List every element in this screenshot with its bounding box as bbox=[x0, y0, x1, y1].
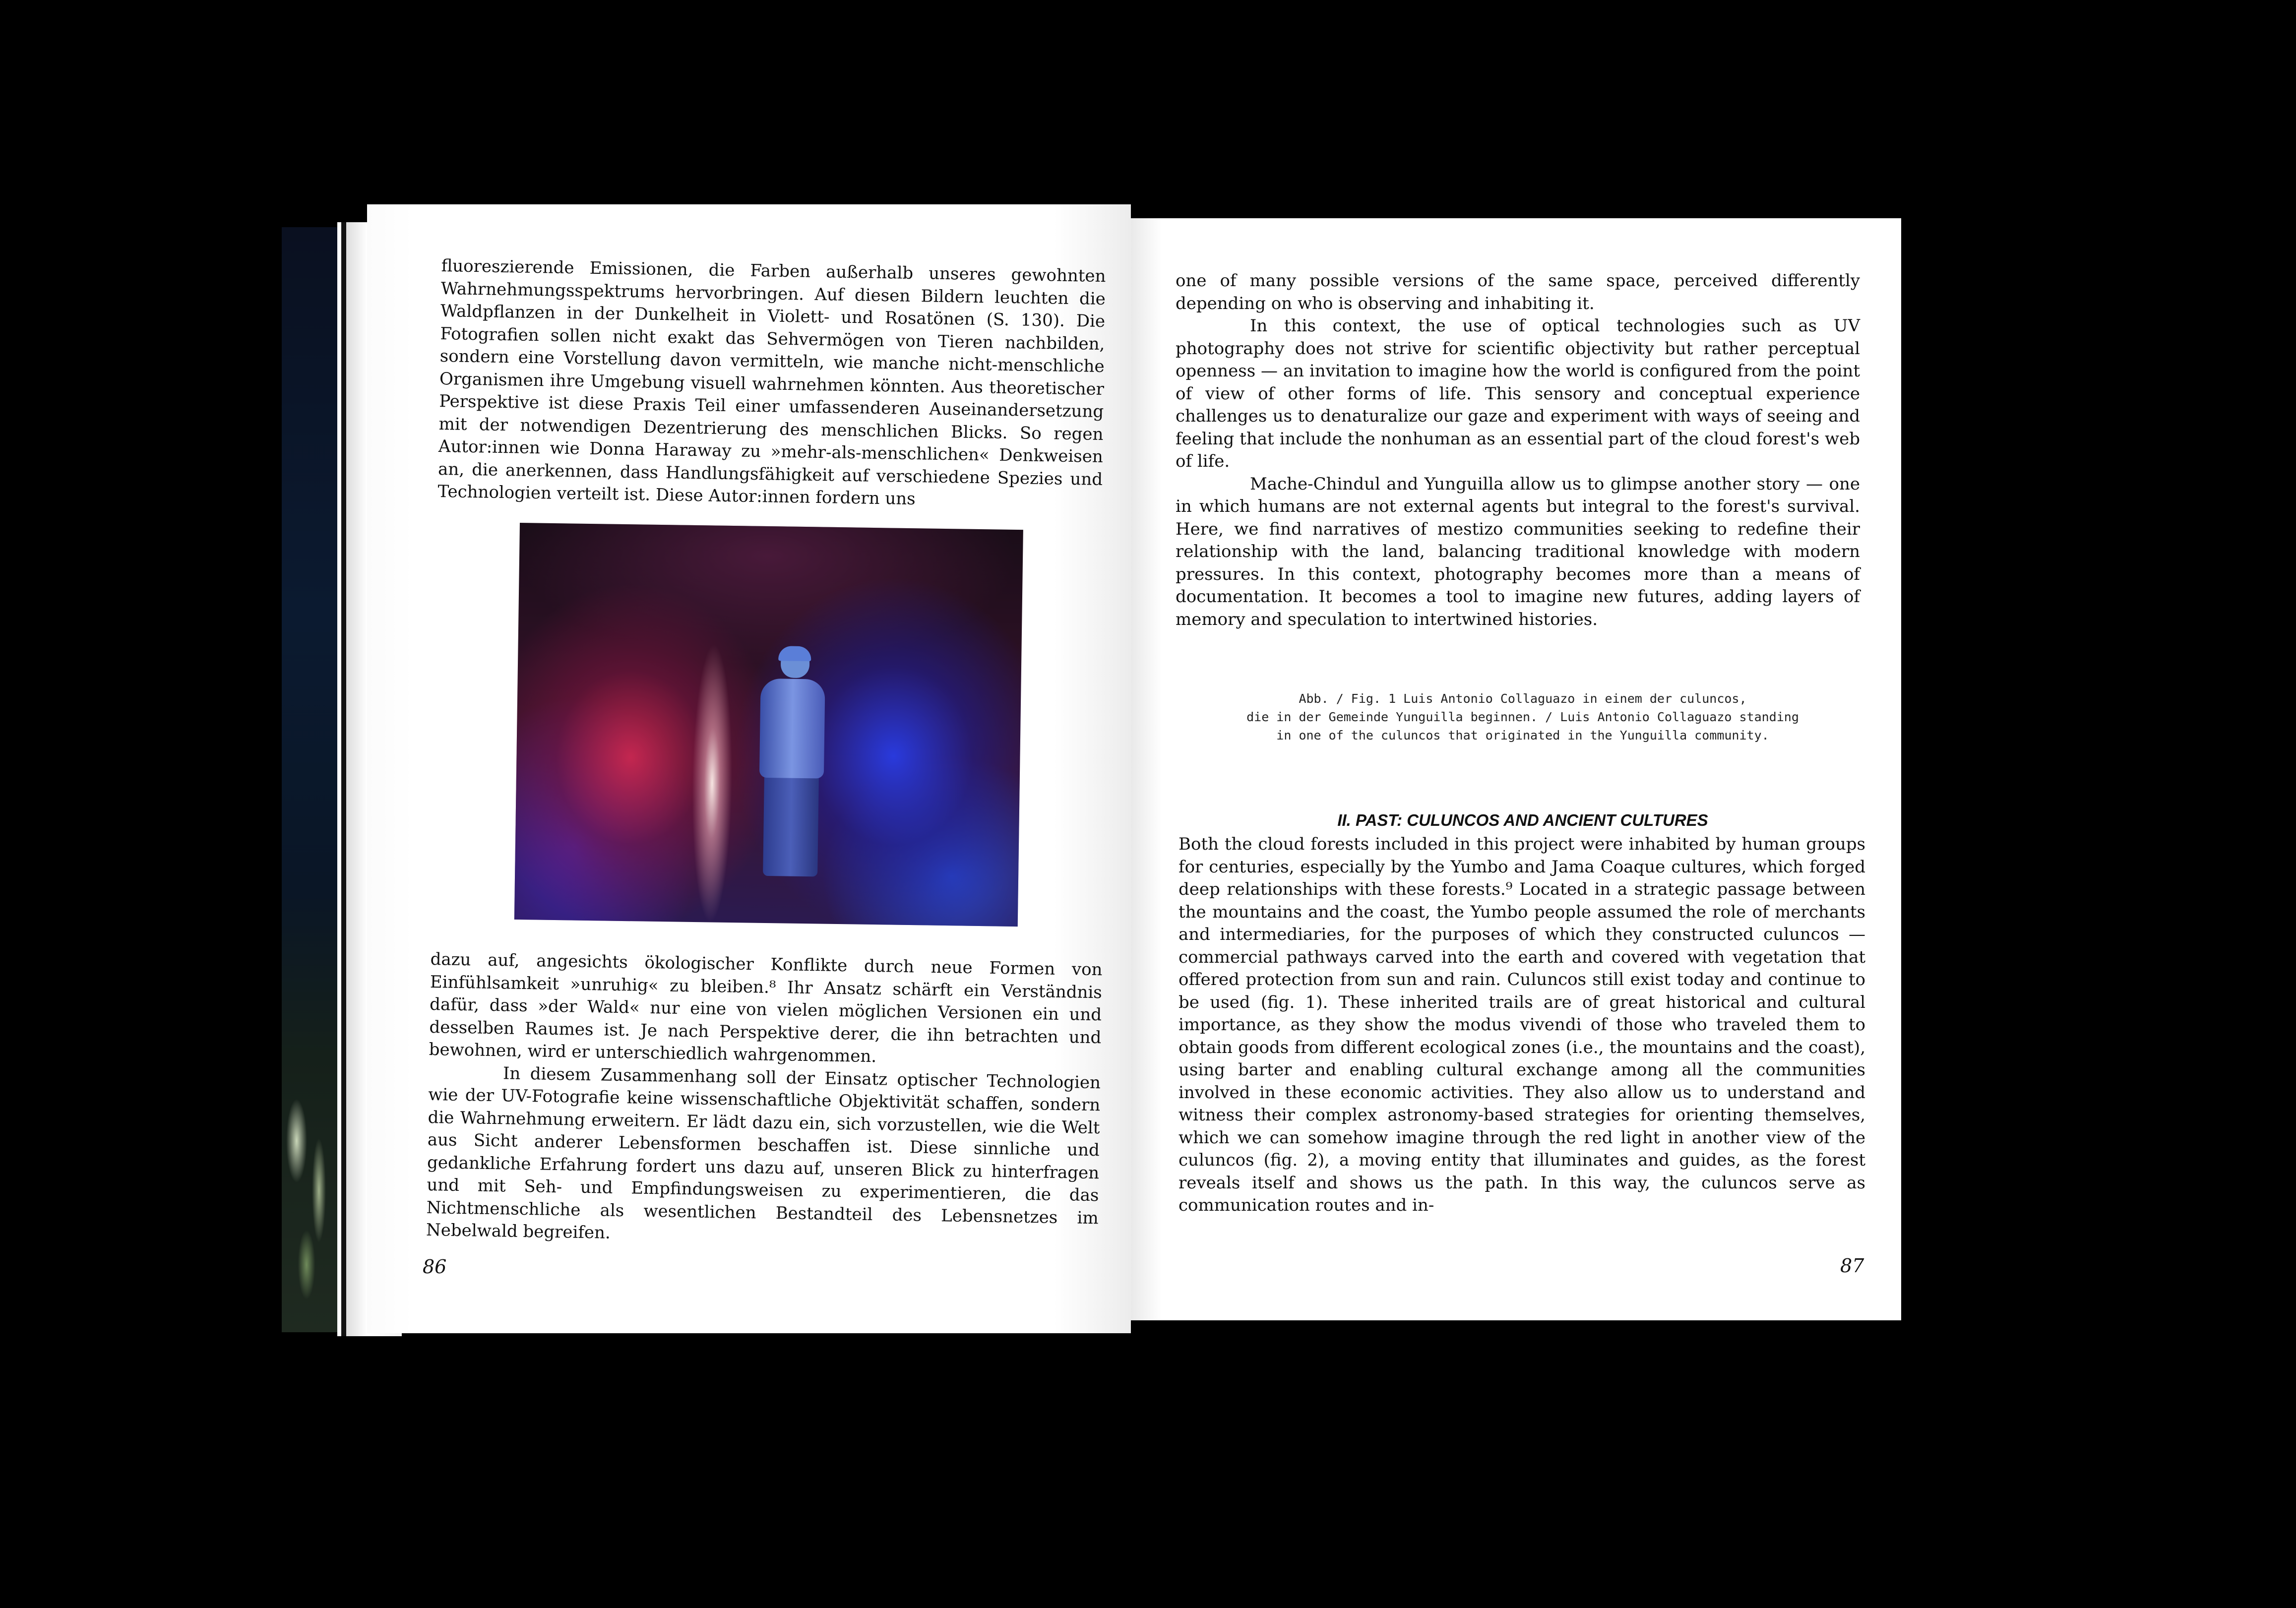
right-text-top bbox=[1176, 270, 1860, 631]
right-paragraph-2: In this context, the use of optical technologies such as UV photography does not strive for scientific objectivity but rather perceptual openness — an invitation to imagine how the world is configured from the point of view of other forms of life. This sensory and conceptual experience challenges us to denaturalize our gaze and experiment with ways of seeing and feeling that include the nonhuman as an essential part of the cloud forest's web of life. bbox=[1176, 316, 1860, 471]
page-number-left: 86 bbox=[423, 1256, 447, 1278]
right-text-section bbox=[1179, 833, 1865, 1217]
left-paragraph-3: In diesem Zusammenhang soll der Einsatz optischer Technologien wie der UV-Fotografie keine wissenschaftliche Objektivität schaffen, sondern die Wahrnehmung erweitern. Er lädt dazu ein, sich vorzustellen, wie die Welt aus Sicht anderer Lebensformen beschaffen ist. Diese sinnliche und gedankliche Erfahrung fordert uns dazu auf, unseren Blick zu hinterfragen und mit Seh- und Empfindungsweisen zu experimentieren, die das Nichtmenschliche als wesentlichen Bestandteil des Lebensnetzes im Nebelwald begreifen. bbox=[426, 1063, 1101, 1243]
left-text-top bbox=[437, 255, 1106, 513]
section-heading: II. PAST: CULUNCOS AND ANCIENT CULTURES bbox=[1337, 811, 1708, 829]
forest-photo bbox=[514, 523, 1023, 927]
page-number-right: 87 bbox=[1840, 1255, 1864, 1277]
person-figure bbox=[750, 648, 828, 887]
left-paragraph-2: dazu auf, angesichts ökologischer Konflikte durch neue Formen von Einfühlsamkeit »unruhig« zu bleiben.⁸ Ihr Ansatz schärft ein Verständnis dafür, dass »der Wald« nur eine von vielen möglichen Versionen ein und desselben Raumes ist. Je nach Perspektive derer, die ihn betrachten und bewohnen, wird er unterschiedlich wahrgenommen. bbox=[429, 949, 1103, 1067]
left-page bbox=[367, 204, 1131, 1333]
right-paragraph-3: Mache-Chindul and Yunguilla allow us to glimpse another story — one in which humans are not external agents but integral to the forest's survival. Here, we find narratives of mestizo communities seeking to redefine their relationship with the land, balancing traditional knowledge with modern pressures. In this context, photography becomes more than a means of documentation. It becomes a tool to imagine new futures, adding layers of memory and speculation to intertwined histories. bbox=[1176, 474, 1860, 629]
right-paragraph-1: one of many possible versions of the same space, perceived differently depending on who is observing and inhabiting it. bbox=[1176, 271, 1860, 313]
left-paragraph-1: fluoreszierende Emissionen, die Farben außerhalb unseres gewohnten Wahrnehmungsspektrums hervorbringen. Auf diesen Bildern leuchten die Waldpflanzen in der Dunkelheit in Violett- und Rosatönen (S. 130). Die Fotografien sollen nicht exakt das Sehvermögen von Tieren nachbilden, sondern eine Vorstellung davon vermitteln, wie manche nicht-menschliche Organismen ihre Umgebung visuell wahrnehmen könnten. Aus theoretischer Perspektive ist diese Praxis Teil einer umfassenderen Auseinandersetzung mit der notwendigen Dezentrierung des menschlichen Blicks. So regen Autor:innen wie Donna Haraway zu »mehr-als-menschlichen« Denkweisen an, die anerkennen, dass Handlungsfähigkeit auf verschiedene Spezies und Technologien verteilt ist. Diese Autor:innen fordern uns bbox=[437, 255, 1106, 509]
caption-line-2: die in der Gemeinde Yunguilla beginnen. / Luis Antonio Collaguazo standing bbox=[1246, 710, 1799, 724]
plant-glimpse bbox=[282, 1042, 337, 1332]
caption-line-3: in one of the culuncos that originated in the Yunguilla community. bbox=[1276, 728, 1769, 742]
figure-caption bbox=[1200, 689, 1845, 744]
right-page bbox=[1131, 218, 1901, 1320]
caption-line-1: Abb. / Fig. 1 Luis Antonio Collaguazo in einem der culuncos, bbox=[1299, 691, 1747, 706]
left-text-bottom bbox=[426, 948, 1103, 1252]
right-paragraph-4: Both the cloud forests included in this project were inhabited by human groups for centuries, especially by the Yumbo and Jama Coaque cultures, which forged deep relationships with these forests.⁹ Located in a strategic passage between the mountains and the coast, the Yumbo people assumed the role of merchants and intermediaries, for the purposes of which they constructed culuncos — commercial pathways carved into the earth and covered with vegetation that offered protection from sun and rain. Culuncos still exist today and continue to be used (fig. 1). These inherited trails are of great historical and cultural importance, as they show the modus vivendi of those who traveled them to obtain goods from different ecological zones (i.e., the mountains and the coast), using barter and enabling cultural exchange among all the communities involved in these economic activities. They also allow us to understand and witness their complex astronomy-based strategies for orienting themselves, which we can somehow imagine through the red light in another view of the culuncos (fig. 2), a moving entity that illuminates and guides, as the forest reveals itself and shows us the path. In this way, the culuncos serve as communication routes and in- bbox=[1179, 834, 1865, 1215]
